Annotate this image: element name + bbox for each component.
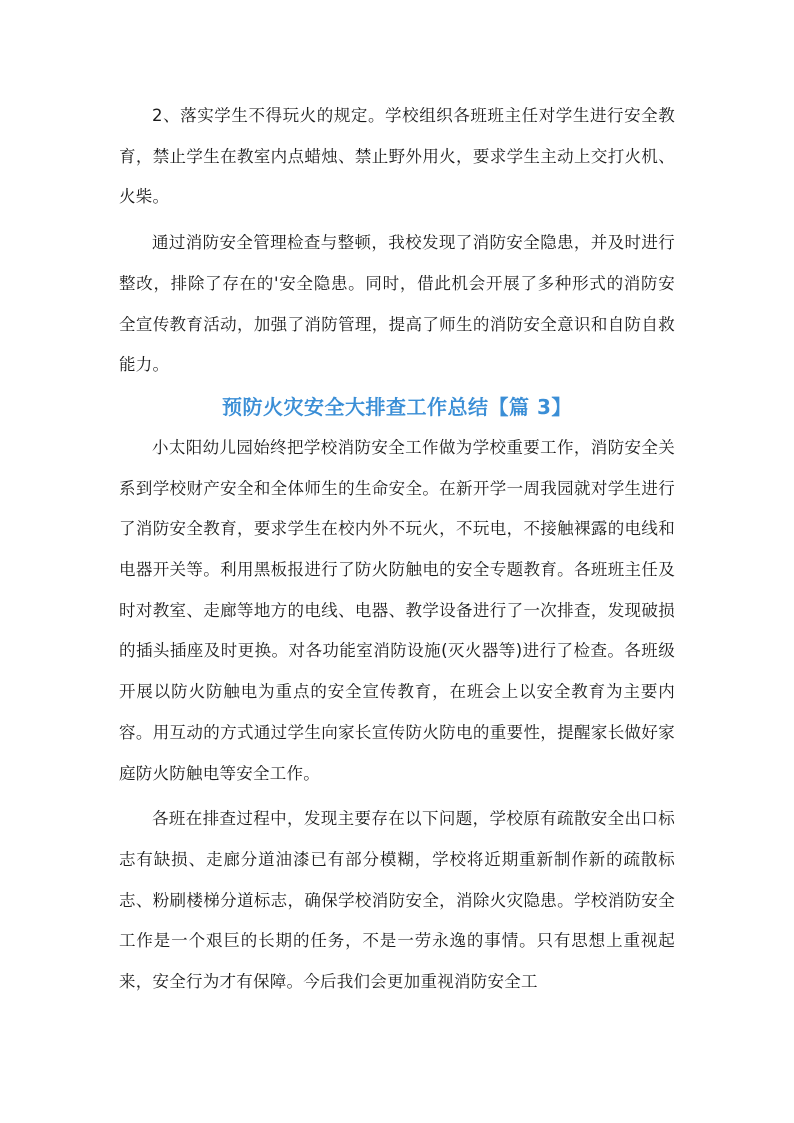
paragraph-inspection-results: 通过消防安全管理检查与整顿，我校发现了消防安全隐患，并及时进行整改，排除了存在的'安全隐患。同时，借此机会开展了多种形式的消防安全宣传教育活动，加强了消防管理，提高了师生的消防安全意识和自防自救能力。 <box>119 233 675 375</box>
section-heading: 预防火灾安全大排查工作总结【篇 3】 <box>222 394 572 419</box>
document-page <box>119 96 675 1003</box>
paragraph-issues-found: 各班在排查过程中，发现主要存在以下问题，学校原有疏散安全出口标志有缺损、走廊分道油漆已有部分模糊，学校将近期重新制作新的疏散标志、粉刷楼梯分道标志，确保学校消防安全，消除火灾隐患。学校消防安全工作是一个艰巨的长期的任务，不是一劳永逸的事情。只有思想上重视起来，安全行为才有保障。今后我们会更加重视消防安全工 <box>119 809 675 992</box>
paragraph-kindergarten-safety: 小太阳幼儿园始终把学校消防安全工作做为学校重要工作，消防安全关系到学校财产安全和全体师生的生命安全。在新开学一周我园就对学生进行了消防安全教育，要求学生在校内外不玩火，不玩电，不接触裸露的电线和电器开关等。利用黑板报进行了防火防触电的安全专题教育。各班班主任及时对教室、走廊等地方的电线、电器、教学设备进行了一次排查，发现破损的插头插座及时更换。对各功能室消防设施(灭火器等)进行了检查。各班级开展以防火防触电为重点的安全宣传教育，在班会上以安全教育为主要内容。用互动的方式通过学生向家长宣传防火防电的重要性，提醒家长做好家庭防火防触电等安全工作。 <box>119 437 675 783</box>
paragraph-student-fire-rules: 2、落实学生不得玩火的规定。学校组织各班班主任对学生进行安全教育，禁止学生在教室内点蜡烛、禁止野外用火，要求学生主动上交打火机、火柴。 <box>119 106 675 207</box>
